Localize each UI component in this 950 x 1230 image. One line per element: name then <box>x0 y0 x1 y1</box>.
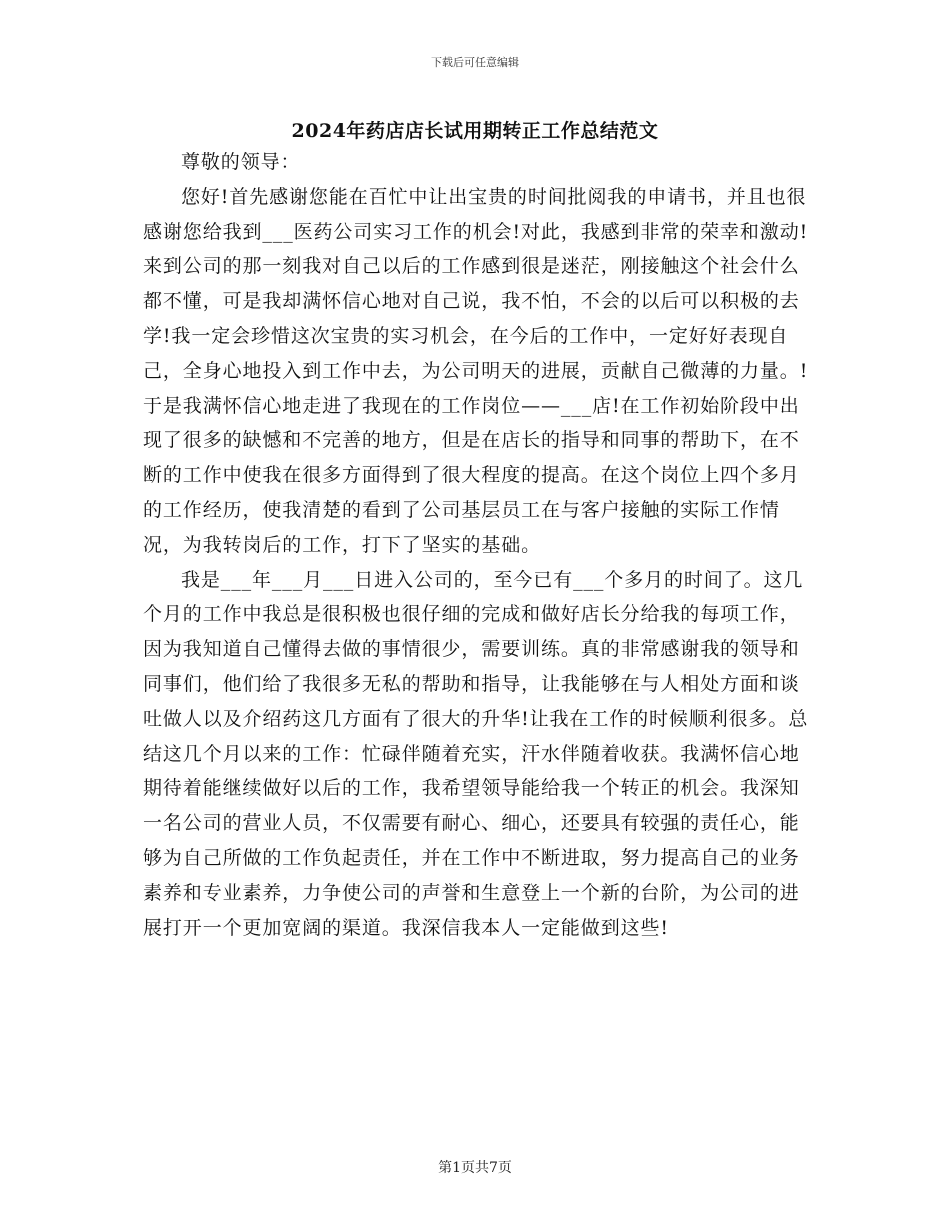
paragraph-1: 您好!首先感谢您能在百忙中让出宝贵的时间批阅我的申请书，并且也很感谢您给我到___医药公司实习工作的机会!对此，我感到非常的荣幸和激动!来到公司的那一刻我对自己以后的工作感到很是迷茫，刚接触这个社会什么都不懂，可是我却满怀信心地对自己说，我不怕，不会的以后可以积极的去学!我一定会珍惜这次宝贵的实习机会，在今后的工作中，一定好好表现自己，全身心地投入到工作中去，为公司明天的进展，贡献自己微薄的力量。!于是我满怀信心地走进了我现在的工作岗位——___店!在工作初始阶段中出现了很多的缺憾和不完善的地方，但是在店长的指导和同事的帮助下，在不断的工作中使我在很多方面得到了很大程度的提高。在这个岗位上四个多月的工作经历，使我清楚的看到了公司基层员工在与客户接触的实际工作情况，为我转岗后的工作，打下了坚实的基础。 <box>143 185 809 556</box>
document-body <box>143 145 813 945</box>
salutation: 尊敬的领导： <box>181 151 301 173</box>
header-note: 下载后可任意编辑 <box>431 56 519 69</box>
paragraph-2: 我是___年___月___日进入公司的，至今已有___个多月的时间了。这几个月的工作中我总是很积极也很仔细的完成和做好店长分给我的每项工作，因为我知道自己懂得去做的事情很少，需要训练。真的非常感谢我的领导和同事们，他们给了我很多无私的帮助和指导，让我能够在与人相处方面和谈吐做人以及介绍药这几方面有了很大的升华!让我在工作的时候顺利很多。总结这几个月以来的工作：忙碌伴随着充实，汗水伴随着收获。我满怀信心地期待着能继续做好以后的工作，我希望领导能给我一个转正的机会。我深知一名公司的营业人员，不仅需要有耐心、细心，还要具有较强的责任心，能够为自己所做的工作负起责任，并在工作中不断进取，努力提高自己的业务素养和专业素养，力争使公司的声誉和生意登上一个新的台阶，为公司的进展打开一个更加宽阔的渠道。我深信我本人一定能做到这些! <box>143 568 809 939</box>
page-number: 第1页共7页 <box>438 1160 512 1176</box>
document-title: 2024年药店店长试用期转正工作总结范文 <box>291 120 659 142</box>
